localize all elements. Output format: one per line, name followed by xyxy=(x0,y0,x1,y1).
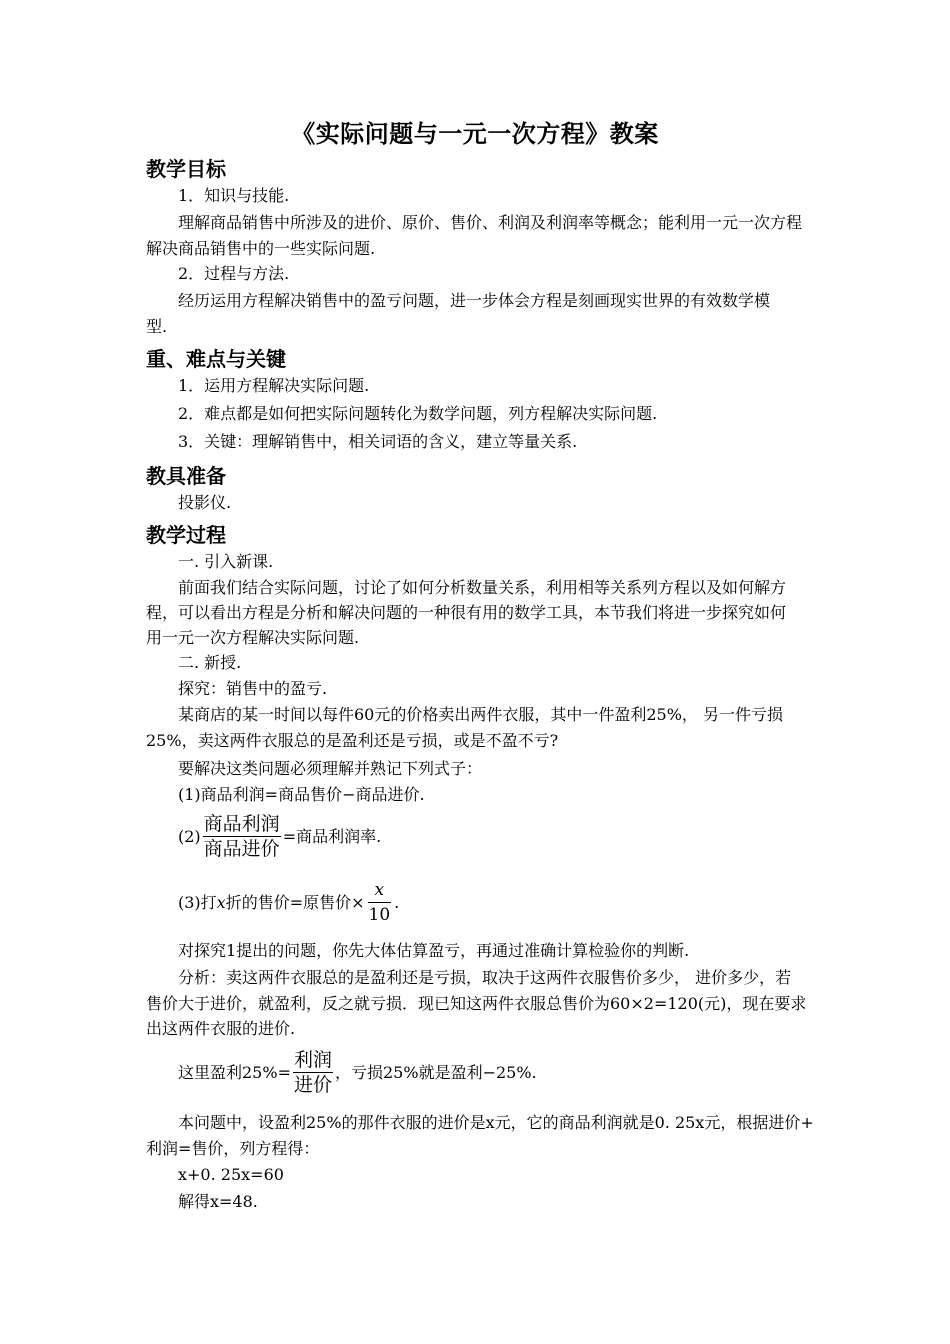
profit-rate-suffix: ，亏损25%就是盈利−25%. xyxy=(335,1062,537,1082)
explore-title: 探究：销售中的盈亏. xyxy=(178,679,328,698)
goal-text-2a: 经历运用方程解决销售中的盈亏问题，进一步体会方程是刻画现实世界的有效数学模 xyxy=(178,291,771,310)
goal-text-2b: 型. xyxy=(146,317,168,336)
profit-rate-denominator: 进价 xyxy=(293,1074,332,1096)
key-item-2: 2．难点都是如何把实际问题转化为数学问题，列方程解决实际问题. xyxy=(178,404,658,423)
heading-teaching-goals: 教学目标 xyxy=(146,157,226,181)
problem-text-a: 某商店的某一时间以每件60元的价格卖出两件衣服，其中一件盈利25%， 另一件亏损 xyxy=(178,705,784,724)
goal-item-1: 1．知识与技能. xyxy=(178,186,290,205)
profit-rate-numerator: 利润 xyxy=(293,1049,332,1071)
goal-text-1a: 理解商品销售中所涉及的进价、原价、售价、利润及利润率等概念；能利用一元一次方程 xyxy=(178,213,803,232)
setup-text-a: 本问题中，设盈利25%的那件衣服的进价是x元，它的商品利润就是0. 25x元，根据进价+ xyxy=(178,1113,814,1132)
formula-2-denominator: 商品进价 xyxy=(203,838,280,860)
problem-text-b: 25%，卖这两件衣服总的是盈利还是亏损，或是不盈不亏? xyxy=(146,731,559,750)
estimate-text: 对探究1提出的问题，你先大体估算盈亏，再通过准确计算检验你的判断. xyxy=(178,941,690,960)
formula-3 xyxy=(178,878,399,927)
goal-item-2: 2．过程与方法. xyxy=(178,264,290,283)
process-step-2: 二. 新授. xyxy=(178,653,242,672)
formula-3-middle: 折的售价=原售价× xyxy=(225,892,365,912)
key-item-1: 1．运用方程解决实际问题. xyxy=(178,376,370,395)
analysis-text-c: 出这两件衣服的进价. xyxy=(146,1019,296,1038)
formula-1: (1)商品利润=商品售价−商品进价. xyxy=(178,785,425,804)
key-item-3: 3．关键：理解销售中，相关词语的含义，建立等量关系. xyxy=(178,432,578,451)
intro-text-c: 用一元一次方程解决实际问题. xyxy=(146,628,360,647)
profit-rate-prefix: 这里盈利25%= xyxy=(178,1062,291,1082)
solution: 解得x=48. xyxy=(178,1192,258,1211)
formula-2 xyxy=(178,812,381,861)
analysis-text-b: 售价大于进价，就盈利，反之就亏损．现已知这两件衣服总售价为60×2=120(元)，现在要求 xyxy=(146,994,807,1013)
heading-teaching-tools: 教具准备 xyxy=(146,464,226,488)
formula-2-numerator: 商品利润 xyxy=(203,813,280,835)
goal-text-1b: 解决商品销售中的一些实际问题. xyxy=(146,239,376,258)
formula-3-label: (3)打 xyxy=(178,892,217,912)
equation: x+0. 25x=60 xyxy=(178,1165,284,1184)
intro-text-b: 程，可以看出方程是分析和解决问题的一种很有用的数学工具，本节我们将进一步探究如何 xyxy=(146,603,787,622)
intro-text-a: 前面我们结合实际问题，讨论了如何分析数量关系，利用相等关系列方程以及如何解方 xyxy=(178,578,787,597)
formula-3-fraction xyxy=(368,878,392,927)
analysis-text-a: 分析：卖这两件衣服总的是盈利还是亏损，取决于这两件衣服售价多少， 进价多少，若 xyxy=(178,968,792,987)
formula-2-rest: =商品利润率. xyxy=(282,826,382,846)
formula-intro: 要解决这类问题必须理解并熟记下列式子： xyxy=(178,759,483,778)
formula-3-variable: x xyxy=(216,892,226,912)
formula-2-label: (2) xyxy=(178,826,201,846)
setup-text-b: 利润=售价，列方程得： xyxy=(146,1139,320,1158)
profit-rate-formula xyxy=(178,1048,537,1097)
heading-teaching-process: 教学过程 xyxy=(146,523,226,547)
formula-3-numerator: x xyxy=(374,880,385,900)
document-title: 《实际问题与一元一次方程》教案 xyxy=(291,120,659,148)
formula-3-end: . xyxy=(394,892,400,912)
tools-item-1: 投影仪. xyxy=(178,493,232,512)
formula-2-fraction xyxy=(203,812,281,861)
profit-rate-fraction xyxy=(293,1048,333,1097)
formula-3-denominator: 10 xyxy=(368,905,391,925)
process-step-1: 一. 引入新课. xyxy=(178,552,274,571)
heading-key-points: 重、难点与关键 xyxy=(146,347,286,371)
